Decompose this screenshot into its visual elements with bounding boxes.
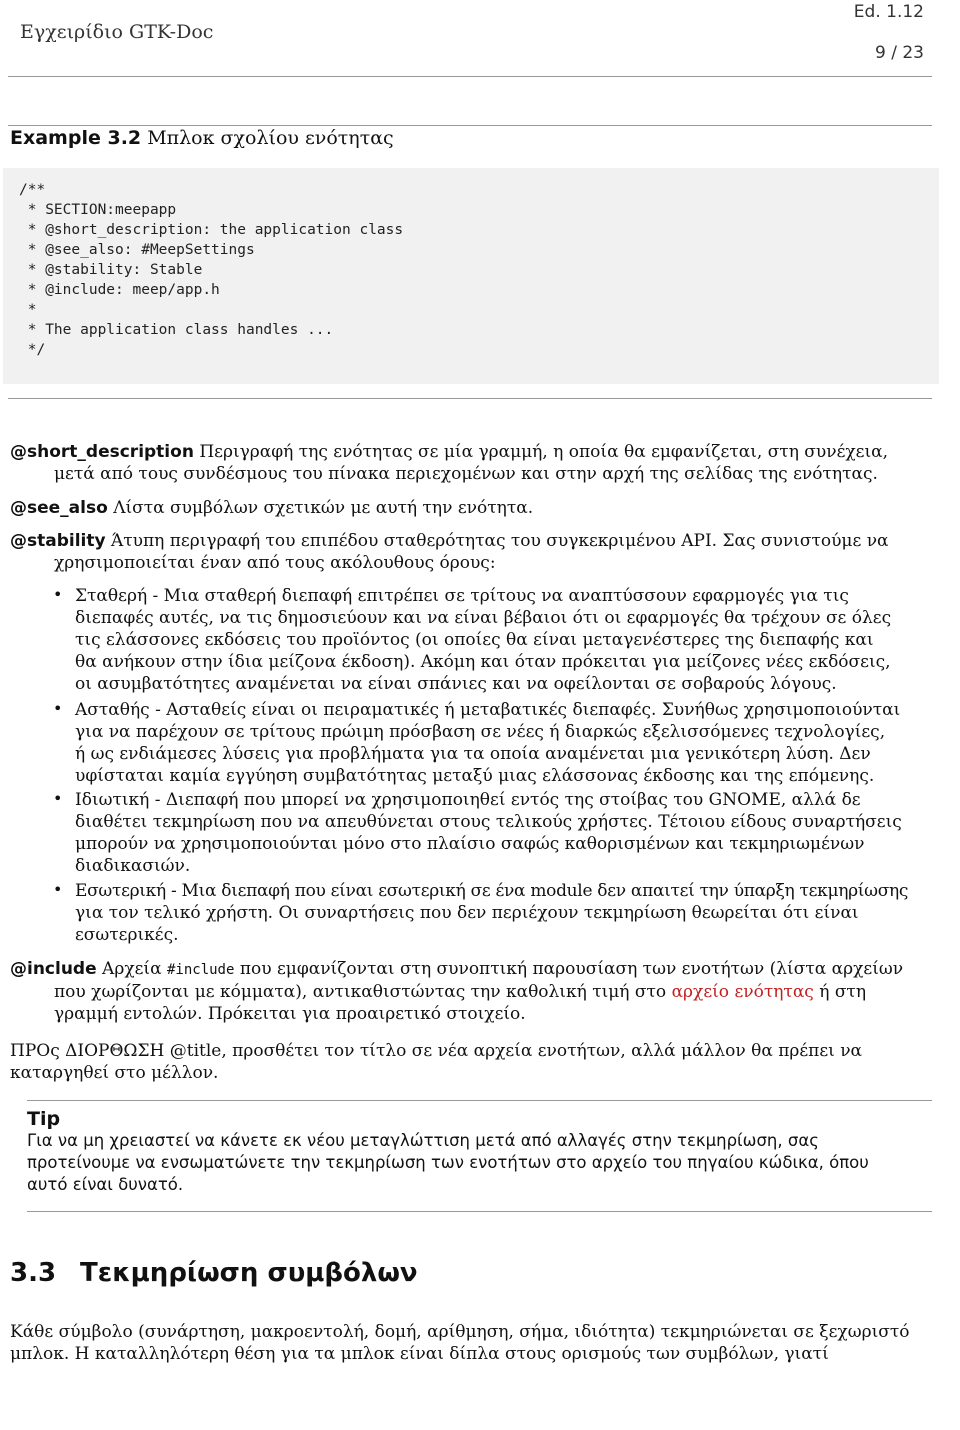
list-item-line: μπορούν να χρησιμοποιούνται μόνο στο πλαίσιο σαφώς καθορισμένων και τεκμηριωμένων [75,834,865,854]
list-item-line: ή ως ενδιάμεσες λύσεις για προβλήματα για τα οποία αναμένεται μια γενικότερη λύση. Δεν [75,744,871,764]
list-item-line: θα ανήκουν στην ίδια μείζονα έκδοση). Ακόμη και όταν πρόκειται για μείζονες νέες εκδόσεις, [75,652,891,672]
def-term: @stability [10,531,106,551]
tip-title: Tip [27,1108,61,1130]
list-item-line: Σταθερή - Μια σταθερή διεπαφή επιτρέπει σε τρίτους να αναπτύσσουν εφαρμογές για τις [75,586,849,606]
section-title: Τεκμηρίωση συμβόλων [80,1258,418,1288]
def-desc: Αρχεία [102,959,162,979]
paragraph-line: καταργηθεί στο μέλλον. [10,1063,219,1083]
section-paragraph [10,1321,935,1365]
def-term: @short_description [10,442,194,462]
def-desc: που εμφανίζονται στη συνοπτική παρουσίαση των ενοτήτων (λίστα αρχείων [239,959,904,979]
list-item-line: διαθέτει τεκμηρίωση που να απευθύνεται στους τελικούς χρήστες. Τέτοιου είδους συναρτήσεις [75,812,902,832]
list-item-line: διεπαφές αυτές, να τις δημοσιεύουν και να είναι βέβαιοι ότι οι εφαρμογές θα τρέχουν σε όλες [75,608,892,628]
page-number: 9 / 23 [875,43,924,63]
list-item [75,880,960,946]
paragraph-line: Κάθε σύμβολο (συνάρτηση, μακροεντολή, δομή, αρίθμηση, σήμα, ιδιότητα) τεκμηριώνεται σε ξεχωριστό [10,1322,910,1342]
example-caption: Μπλοκ σχολίου ενότητας [147,127,394,149]
list-item-line: διαδικασιών. [75,856,191,876]
list-item-line: Ασταθής - Ασταθείς είναι οι πειραματικές ή μεταβατικές διεπαφές. Συνήθως χρησιμοποιούνται [75,700,901,720]
def-desc: Άτυπη περιγραφή του επιπέδου σταθερότητας του συγκεκριμένου API. Σας συνιστούμε να [110,531,889,551]
tip-rule-top [27,1100,932,1101]
bullet-dot: • [53,699,63,718]
def-desc-cont: που χωρίζονται με κόμματα), αντικαθιστώντας την καθολική τιμή στο [54,982,667,1002]
section-heading [10,1258,418,1288]
list-item [75,789,935,877]
paragraph-line: ΠΡΟς ΔΙΟΡΘΩΣΗ @title, προσθέτει τον τίτλο σε νέα αρχεία ενοτήτων, αλλά μάλλον θα πρέπει να [10,1041,863,1061]
list-item-line: εσωτερικές. [75,925,179,945]
def-desc-cont: χρησιμοποιείται έναν από τους ακόλουθους όρους: [54,553,496,573]
def-stability [10,530,935,574]
header-title: Εγχειρίδιο GTK-Doc [20,21,214,43]
list-item-line: για τον τελικό χρήστη. Οι συναρτήσεις που δεν περιέχουν τεκμηρίωση θεωρείται ότι είναι [75,903,859,923]
def-desc-cont: γραμμή εντολών. Πρόκειται για προαιρετικό στοιχείο. [54,1004,526,1024]
tip-rule-bottom [27,1211,932,1212]
tip-line: αυτό είναι δυνατό. [27,1175,184,1194]
section-file-link[interactable]: αρχείο ενότητας [671,982,814,1002]
bullet-dot: • [53,585,63,604]
fixme-paragraph [10,1040,935,1084]
list-item-line: τις ελάσσονες εκδόσεις του προϊόντος (οι οποίες θα είναι μεταγενέστερες της διεπαφής και [75,630,874,650]
tip-line: Για να μη χρειαστεί να κάνετε εκ νέου μεταγλώττιση μετά από αλλαγές στην τεκμηρίωση, σας [27,1131,819,1150]
def-see-also [10,497,533,519]
example-rule-top [8,125,932,126]
bullet-dot: • [53,880,63,899]
list-item-line: για να παρέχουν σε τρίτους πρώιμη πρόσβαση σε νέες ή διαρκώς εξελισσόμενες τεχνολογίες, [75,722,886,742]
header-edition: Ed. 1.12 [853,2,924,22]
list-item-line: Εσωτερική - Μια διεπαφή που είναι εσωτερική σε ένα module δεν απαιτεί την ύπαρξη τεκμηρίωσης [75,881,909,901]
bullet-dot: • [53,789,63,808]
def-term: @include [10,959,97,979]
list-item-line: οι ασυμβατότητες αναμένεται να είναι σπάνιες και να οφείλονται σε σοβαρούς λόγους. [75,674,837,694]
def-desc-cont: μετά από τους συνδέσμους του πίνακα περιεχομένων και στην αρχή της σελίδας της ενότητας. [54,464,878,484]
example-rule-bottom [8,398,932,399]
def-short-description [10,441,935,485]
paragraph-line: μπλοκ. Η καταλληλότερη θέση για τα μπλοκ είναι δίπλα στους ορισμούς των συμβόλων, γιατί [10,1344,829,1364]
tip-line: προτείνουμε να ενσωματώνετε την τεκμηρίωση των ενοτήτων στο αρχείο του πηγαίου κώδικα, όπου [27,1153,869,1172]
tip-body [27,1130,932,1196]
example-title [10,127,394,149]
list-item [75,699,935,787]
header-rule [8,76,932,77]
code-block: /** * SECTION:meepapp * @short_description: the application class * @see_also: #MeepSettings * @stability: Stable * @include: meep/app.h * * The application class handles ... */ [3,168,939,384]
list-item [75,585,935,695]
section-number: 3.3 [10,1258,57,1288]
def-desc-cont: ή στη [819,982,867,1002]
def-term: @see_also [10,498,108,518]
example-label: Example 3.2 [10,127,142,149]
code-inline: #include [166,962,235,978]
def-desc: Περιγραφή της ενότητας σε μία γραμμή, η οποία θα εμφανίζεται, στη συνέχεια, [199,442,889,462]
def-desc: Λίστα συμβόλων σχετικών με αυτή την ενότητα. [113,498,534,518]
list-item-line: υφίσταται καμία εγγύηση συμβατότητας μεταξύ μιας ελάσσονας έκδοσης και της επόμενης. [75,766,875,786]
def-include [10,958,945,1025]
list-item-line: Ιδιωτική - Διεπαφή που μπορεί να χρησιμοποιηθεί εντός της στοίβας του GNOME, αλλά δε [75,790,861,810]
